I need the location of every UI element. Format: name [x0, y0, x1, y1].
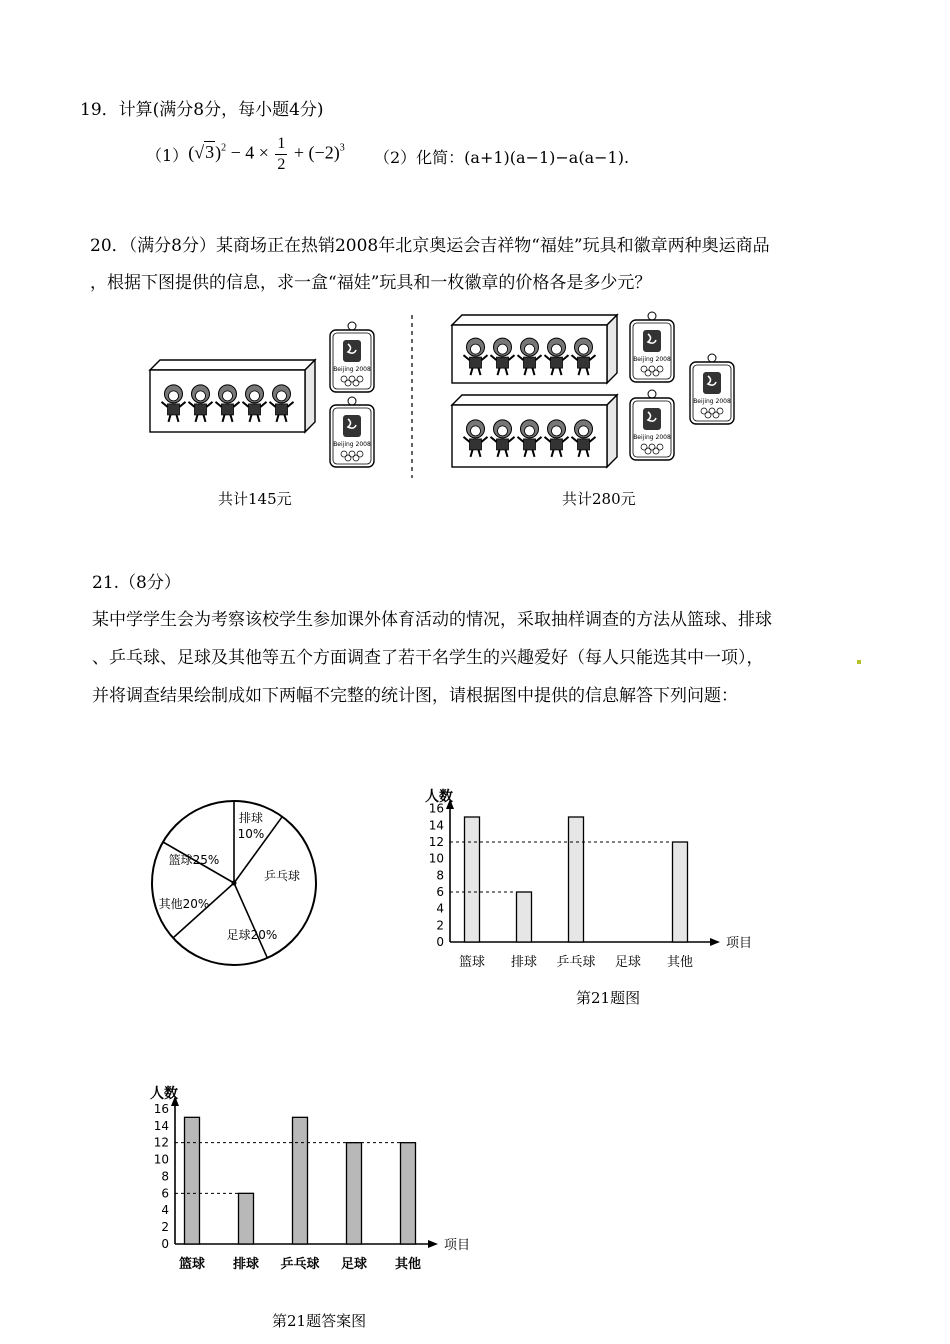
caption-total-145: 共计145元	[218, 490, 292, 508]
fuwa-face	[525, 426, 535, 436]
beijing-emblem-icon	[343, 340, 361, 362]
bar-chart-question	[420, 785, 760, 980]
y-tick-label: 14	[428, 818, 444, 833]
beijing-emblem-icon	[643, 330, 661, 352]
badge-right-1	[630, 312, 674, 382]
box-side	[607, 395, 617, 467]
fuwa-face	[552, 344, 562, 354]
bar	[293, 1117, 308, 1244]
fuwa-body	[551, 439, 563, 450]
y-tick-label: 8	[161, 1169, 169, 1184]
pie-center	[232, 881, 237, 886]
x-axis-arrow-icon	[428, 1240, 438, 1248]
q21-line1: 某中学学生会为考察该校学生参加课外体育活动的情况，采取抽样调查的方法从篮球、排球	[92, 610, 772, 630]
x-axis-label: 项目	[726, 936, 753, 951]
pie-slice-value: 10%	[237, 827, 265, 841]
y-tick-label: 8	[436, 868, 444, 883]
fuwa-face	[471, 344, 481, 354]
x-tick-label: 其他	[394, 1257, 422, 1272]
bar	[185, 1117, 200, 1244]
bar	[401, 1143, 416, 1244]
fuwa-body	[524, 357, 536, 368]
y-tick-label: 16	[428, 801, 444, 816]
bar	[347, 1143, 362, 1244]
badge-ring	[348, 397, 356, 405]
badge-ring	[348, 322, 356, 330]
fuwa-body	[551, 357, 563, 368]
pie-slice-label: 排球	[238, 811, 264, 825]
answer-caption: 第21题答案图	[272, 1312, 367, 1330]
sqrt-sign: √	[194, 142, 205, 163]
fuwa-face	[471, 426, 481, 436]
y-tick-label: 4	[161, 1203, 169, 1218]
badge-label: Beijing 2008	[633, 356, 671, 363]
fuwa-body	[249, 404, 261, 415]
y-tick-label: 6	[436, 885, 444, 899]
fuwa-body	[578, 439, 590, 450]
y-tick-label: 6	[161, 1186, 169, 1201]
fuwa-body	[578, 357, 590, 368]
fuwa-face	[223, 391, 233, 401]
box-side	[305, 360, 315, 432]
fuwa-face	[196, 391, 206, 401]
badge-right-2	[630, 390, 674, 460]
q21-title: 21.（8分）	[92, 573, 181, 593]
y-tick-label: 2	[161, 1220, 169, 1235]
fuwa-box-right-bottom	[452, 395, 617, 467]
fuwa-face	[552, 426, 562, 436]
x-tick-label: 乒乓球	[280, 1257, 320, 1272]
q21-line3: 并将调查结果绘制成如下两幅不完整的统计图，请根据图中提供的信息解答下列问题：	[92, 686, 738, 706]
fuwa-body	[497, 357, 509, 368]
pie-slice-label: 其他20%	[158, 897, 210, 911]
x-axis-arrow-icon	[710, 938, 720, 946]
q20-line1: 20．（满分8分）某商场正在热销2008年北京奥运会吉祥物“福娃”玩具和徽章两种奥运商品	[90, 236, 770, 256]
fuwa-face	[579, 344, 589, 354]
fuwa-face	[579, 426, 589, 436]
beijing-emblem-icon	[343, 415, 361, 437]
fuwa-body	[222, 404, 234, 415]
x-tick-label: 篮球	[458, 955, 486, 970]
badge-ring	[708, 354, 716, 362]
fuwa-body	[470, 357, 482, 368]
beijing-emblem-icon	[703, 372, 721, 394]
fuwa-body	[524, 439, 536, 450]
badge-ring	[648, 312, 656, 320]
figure-caption: 第21题图	[576, 989, 641, 1007]
y-tick-label: 14	[153, 1118, 169, 1133]
badge-left-top	[330, 322, 374, 392]
x-tick-label: 足球	[614, 955, 642, 970]
fuwa-face	[525, 344, 535, 354]
fuwa-body	[168, 404, 180, 415]
y-axis-label: 人数	[425, 789, 453, 805]
fuwa-body	[276, 404, 288, 415]
y-axis-label: 人数	[150, 1086, 178, 1102]
badge-label: Beijing 2008	[333, 441, 371, 448]
bar	[673, 842, 688, 942]
y-tick-label: 12	[153, 1135, 169, 1150]
pie-slice-label: 篮球25%	[168, 853, 220, 867]
q20-figure	[140, 310, 780, 485]
fuwa-face	[498, 426, 508, 436]
y-tick-label: 10	[428, 851, 444, 866]
x-tick-label: 排球	[232, 1257, 260, 1272]
x-tick-label: 足球	[340, 1257, 368, 1272]
y-tick-label: 2	[436, 918, 444, 933]
pie-chart	[140, 795, 340, 975]
fuwa-face	[498, 344, 508, 354]
y-tick-label: 4	[436, 901, 444, 916]
badge-left-bottom	[330, 397, 374, 467]
y-tick-label: 12	[428, 835, 444, 849]
q20-line2: ，根据下图提供的信息，求一盒“福娃”玩具和一枚徽章的价格各是多少元？	[90, 273, 652, 293]
fuwa-face	[169, 391, 179, 401]
bar	[569, 817, 584, 942]
x-axis-label: 项目	[444, 1238, 471, 1253]
fuwa-body	[195, 404, 207, 415]
fuwa-box-left	[150, 360, 315, 432]
fraction-one-half: $\frac{1}{2}$	[277, 134, 286, 173]
y-tick-label: 10	[153, 1152, 169, 1167]
box-top	[150, 360, 315, 370]
box-side	[607, 315, 617, 383]
q19-part1	[146, 132, 345, 176]
x-tick-label: 篮球	[178, 1257, 206, 1272]
y-tick-label: 16	[153, 1101, 169, 1116]
caption-total-280: 共计280元	[562, 490, 636, 508]
beijing-emblem-icon	[643, 408, 661, 430]
x-tick-label: 乒乓球	[556, 955, 596, 970]
q19-part1-label: （1）	[146, 145, 189, 165]
bar	[465, 817, 480, 942]
fuwa-body	[497, 439, 509, 450]
x-tick-label: 其他	[666, 955, 694, 970]
y-tick-label: 0	[436, 935, 444, 949]
box-top	[452, 315, 617, 325]
fuwa-face	[277, 391, 287, 401]
q19-title: 19．计算(满分8分，每小题4分)	[80, 100, 324, 120]
bar-chart-answer	[135, 1082, 485, 1282]
bar	[517, 892, 532, 942]
pie-slice-label: 乒乓球	[263, 869, 301, 883]
fuwa-box-right-top	[452, 315, 617, 383]
badge-label: Beijing 2008	[633, 434, 671, 441]
y-tick-label: 0	[161, 1237, 169, 1251]
x-tick-label: 排球	[510, 955, 538, 970]
badge-ring	[648, 390, 656, 398]
q19-part1-expression: $(√3)^2 - 4$ × $\frac{1}{2}$ + $(-2)^3$	[188, 134, 345, 173]
box-top	[452, 395, 617, 405]
stray-mark	[857, 660, 861, 664]
badge-right-3	[690, 354, 734, 424]
fuwa-body	[470, 439, 482, 450]
fuwa-face	[250, 391, 260, 401]
bar	[239, 1193, 254, 1244]
q21-line2: 、乒乓球、足球及其他等五个方面调查了若干名学生的兴趣爱好（每人只能选其中一项），	[92, 648, 764, 668]
q19-part2: （2）化简：(a+1)(a−1)−a(a−1).	[374, 148, 630, 167]
badge-label: Beijing 2008	[693, 398, 731, 405]
badge-label: Beijing 2008	[333, 366, 371, 373]
pie-slice-label: 足球20%	[226, 928, 278, 942]
